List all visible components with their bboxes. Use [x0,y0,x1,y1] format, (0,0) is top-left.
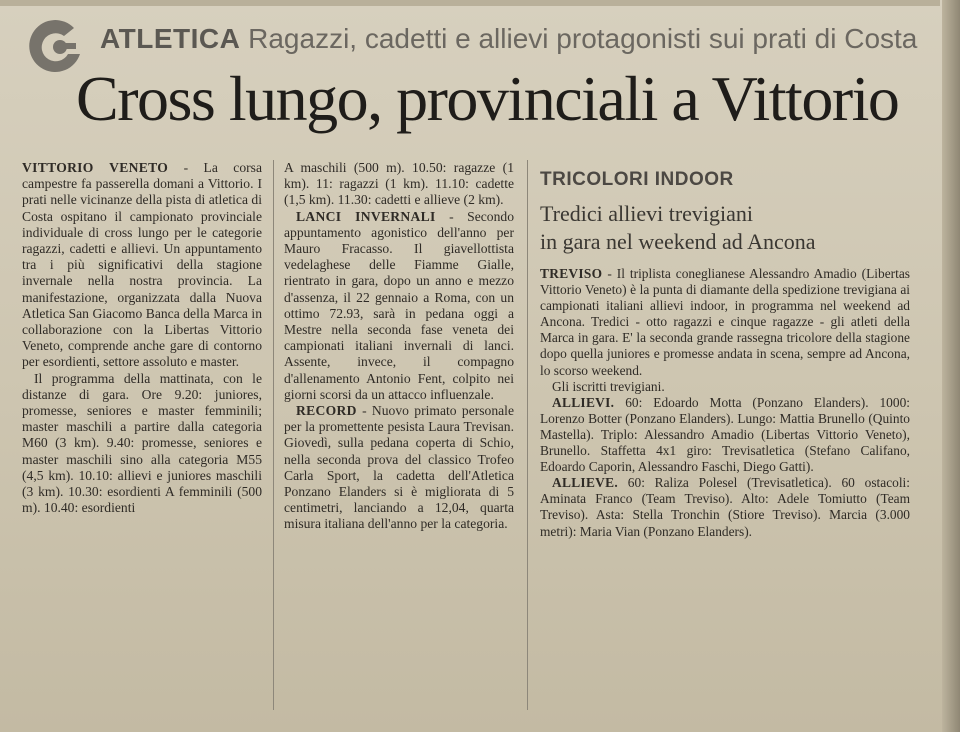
article-column-2 [284,160,514,533]
article-paragraph-2: Il programma della mattinata, con le distanze di gara. Ore 9.20: juniores, promesse, seniores e master femminili; master maschili a partire dalla categoria M60 (3 km). 9.40: promesse, seniores e master maschili sino alla categoria M55 (4,5 km). 10.10: allievi e juniores maschili (3 km). 10.30: esordienti A femminili (500 m). 10.40: esordienti [22,370,262,516]
box-text-1: - Il triplista coneglianese Alessandro Amadio (Libertas Vittorio Veneto) è la punta di diamante della spedizione trevigiana ai campionati italiani allievi indoor, in programma nel weekend ad Ancona. Tredici - otto ragazzi e cinque ragazze - gli atleti della Marca in gara. E' la seconda grande rassegna tricolore della stagione dopo quella juniores e promesse andata in scena, sempre ad Ancona, lo scorso weekend. [540,266,910,378]
record-text: - Nuovo primato personale per la promettente pesista Laura Trevisan. Giovedì, sulla pedana coperta di Schio, nella seconda prova del classico Trofeo Carla Sport, la cadetta dell'Atletica Ponzano Elanders si è migliorata di 5 centimetri, lanciando a 12,04, quarta misura italiana dell'anno per la categoria. [284,403,514,532]
box-subtitle [540,200,920,256]
dateline: VITTORIO VENETO [22,160,169,175]
allievi-text: 60: Edoardo Motta (Ponzano Elanders). 1000: Lorenzo Botter (Ponzano Elanders). Lungo: Mattia Brunello (Quinto Mastella). Triplo: Alessandro Amadio (Libertas Vittorio Veneto), Brunello. Staffetta 4x1 giro: Trevisatletica (Stefano Califano, Edoardo Caporin, Alessandro Faschi, Diego Gatti). [540,394,910,475]
box-subtitle-line-1: Tredici allievi trevigiani [540,201,754,226]
allieve-text: 60: Raliza Polesel (Trevisatletica). 60 ostacoli: Aminata Franco (Team Treviso). Alto: Adele Tomiutto (Team Treviso). Asta: Stella Tronchin (Stiore Treviso). Marcia (3.000 metri): Maria Vian (Ponzano Elanders). [540,475,910,539]
lanci-text: - Secondo appuntamento agonistico dell'anno per Mauro Fracasso. Il giavellottista vedelaghese delle Fiamme Gialle, rientrato in gara, dopo un anno e mezzo d'assenza, il 22 gennaio a Roma, con un ottimo 72.93, sarà in pedana oggi a Mestre nella seconda fase veneta dei campionati italiani invernali di lanci. Assente, invece, il compagno d'allenamento Antonio Fent, colpito nei giorni scorsi da un attacco influenzale. [284,208,514,402]
kicker-text: Ragazzi, cadetti e allievi protagonisti sui prati di Costa [248,23,918,54]
article-paragraph-3: A maschili (500 m). 10.50: ragazze (1 km). 11: ragazzi (1 km). 11.10: cadette (1,5 km). 11.30: cadetti e allieve (2 km). [284,160,514,208]
box-paragraph-1 [540,266,910,379]
article-paragraph-record [284,403,514,533]
column-rule-1 [273,160,274,710]
top-rule [0,0,940,6]
headline: Cross lungo, provinciali a Vittorio [76,63,899,134]
allievi-label: ALLIEVI. [552,394,615,410]
article-paragraph-1 [22,160,262,371]
article-column-1 [22,160,262,516]
column-rule-2 [527,160,528,710]
lanci-label: LANCI INVERNALI [296,208,436,224]
article-text-1: - La corsa campestre fa passerella domani a Vittorio. I prati nelle vicinanze della pista di atletica di Costa ospitano il campionato provinciale individuale di cross lungo per le categorie ragazzi, cadetti e allievi. Un appuntamento tra i più significativi della stagione invernale nella nostra provincia. La manifestazione, organizzata dalla Nuova Atletica San Giacomo Banca della Marca in collaborazione con la Libertas Vittorio Veneto, comprende anche gare di contorno per esordienti, settore assoluto e master. [22,160,262,370]
kicker [100,22,940,56]
article-paragraph-lanci [284,209,514,403]
box-title: TRICOLORI INDOOR [540,169,734,190]
box-subtitle-line-2: in gara nel weekend ad Ancona [540,229,816,254]
section-label: ATLETICA [100,23,241,54]
record-label: RECORD [296,403,357,419]
box-dateline: TREVISO [540,266,603,281]
box-paragraph-allieve [540,475,910,539]
box-column [540,266,910,540]
allieve-label: ALLIEVE. [552,475,619,491]
box-paragraph-allievi [540,395,910,475]
page-fold [942,0,960,732]
box-paragraph-2: Gli iscritti trevigiani. [552,378,665,394]
